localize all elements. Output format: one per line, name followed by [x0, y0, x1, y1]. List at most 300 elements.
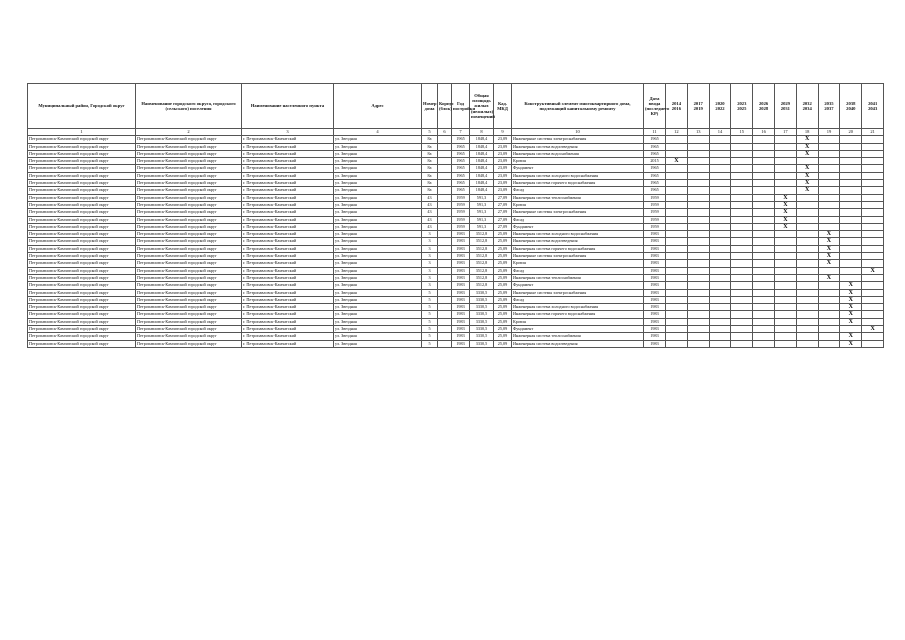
period-cell	[796, 223, 818, 230]
area-cell: 3330,5	[470, 311, 494, 318]
table-body	[28, 136, 884, 348]
year-cell: 1983	[452, 296, 470, 303]
period-cell	[796, 245, 818, 252]
period-cell	[796, 333, 818, 340]
period-cell	[840, 253, 862, 260]
period-cell	[818, 296, 840, 303]
area-cell: 1848,4	[470, 165, 494, 172]
house-number-cell: 3	[422, 238, 438, 245]
period-cell	[774, 296, 796, 303]
period-cell	[709, 180, 731, 187]
period-cell	[687, 223, 709, 230]
period-cell	[753, 304, 775, 311]
locality-cell: г. Петропавловск-Камчатский	[242, 201, 334, 208]
year-cell: 1959	[452, 201, 470, 208]
period-cell	[666, 136, 688, 143]
period-cell	[687, 136, 709, 143]
area-cell: 3330,5	[470, 304, 494, 311]
period-cell	[753, 158, 775, 165]
period-cell	[840, 326, 862, 333]
period-cell	[687, 216, 709, 223]
period-cell	[709, 253, 731, 260]
year-cell: 1959	[452, 223, 470, 230]
element-cell: Инженерные системы электроснабжения	[512, 289, 644, 296]
address-cell: ул. Звездная	[334, 158, 422, 165]
area-cell: 591,3	[470, 223, 494, 230]
address-cell: ул. Звездная	[334, 296, 422, 303]
period-cell	[796, 238, 818, 245]
period-cell	[731, 172, 753, 179]
period-cell	[687, 231, 709, 238]
house-number-cell: 8а	[422, 150, 438, 157]
date-cell: 1983	[644, 245, 666, 252]
period-cell	[862, 209, 884, 216]
column-number: 2	[136, 129, 242, 136]
column-number: 4	[334, 129, 422, 136]
locality-cell: г. Петропавловск-Камчатский	[242, 260, 334, 267]
address-cell: ул. Звездная	[334, 187, 422, 194]
period-mark: X	[818, 238, 840, 245]
period-cell	[731, 136, 753, 143]
period-mark: X	[862, 326, 884, 333]
block-cell	[438, 172, 452, 179]
block-cell	[438, 201, 452, 208]
settlement-cell: Петропавловск-Камчатский городской округ	[136, 340, 242, 347]
settlement-cell: Петропавловск-Камчатский городской округ	[136, 172, 242, 179]
period-cell	[709, 172, 731, 179]
settlement-cell: Петропавловск-Камчатский городской округ	[136, 267, 242, 274]
period-cell	[796, 194, 818, 201]
district-cell: Петропавловск-Камчатский городской округ	[28, 333, 136, 340]
block-cell	[438, 158, 452, 165]
district-cell: Петропавловск-Камчатский городской округ	[28, 311, 136, 318]
period-cell	[774, 282, 796, 289]
column-number: 3	[242, 129, 334, 136]
period-cell	[731, 165, 753, 172]
area-cell: 3512,8	[470, 274, 494, 281]
period-mark: X	[796, 180, 818, 187]
date-cell: 1959	[644, 209, 666, 216]
period-cell	[862, 238, 884, 245]
column-header: Конструктивный элемент многоквартирного дома, подлежащий капитальному ремонту	[512, 84, 644, 129]
period-cell	[731, 289, 753, 296]
period-cell	[818, 209, 840, 216]
period-cell	[709, 267, 731, 274]
date-cell: 1965	[644, 180, 666, 187]
table-row	[28, 282, 884, 289]
period-mark: X	[840, 311, 862, 318]
locality-cell: г. Петропавловск-Камчатский	[242, 231, 334, 238]
address-cell: ул. Звездная	[334, 136, 422, 143]
kad-cell: 27,09	[494, 194, 512, 201]
house-number-cell: 8а	[422, 172, 438, 179]
house-number-cell: 5	[422, 311, 438, 318]
period-cell	[709, 231, 731, 238]
period-cell	[687, 143, 709, 150]
period-mark: X	[774, 194, 796, 201]
district-cell: Петропавловск-Камчатский городской округ	[28, 282, 136, 289]
period-cell	[709, 260, 731, 267]
settlement-cell: Петропавловск-Камчатский городской округ	[136, 187, 242, 194]
period-mark: X	[840, 340, 862, 347]
block-cell	[438, 326, 452, 333]
year-cell: 1965	[452, 158, 470, 165]
period-cell	[687, 318, 709, 325]
area-cell: 591,3	[470, 216, 494, 223]
area-cell: 3330,5	[470, 289, 494, 296]
settlement-cell: Петропавловск-Камчатский городской округ	[136, 158, 242, 165]
period-cell	[862, 187, 884, 194]
period-cell	[709, 289, 731, 296]
period-cell	[709, 194, 731, 201]
period-cell	[731, 282, 753, 289]
period-cell	[774, 165, 796, 172]
locality-cell: г. Петропавловск-Камчатский	[242, 282, 334, 289]
house-number-cell: 43	[422, 216, 438, 223]
period-cell	[753, 333, 775, 340]
settlement-cell: Петропавловск-Камчатский городской округ	[136, 150, 242, 157]
period-cell	[731, 216, 753, 223]
date-cell: 1965	[644, 165, 666, 172]
period-cell	[687, 311, 709, 318]
block-cell	[438, 296, 452, 303]
district-cell: Петропавловск-Камчатский городской округ	[28, 158, 136, 165]
settlement-cell: Петропавловск-Камчатский городской округ	[136, 180, 242, 187]
period-mark: X	[666, 158, 688, 165]
settlement-cell: Петропавловск-Камчатский городской округ	[136, 194, 242, 201]
element-cell: Инженерная система теплоснабжения	[512, 333, 644, 340]
period-mark: X	[840, 282, 862, 289]
table-row	[28, 289, 884, 296]
column-number: 21	[862, 129, 884, 136]
period-cell	[731, 187, 753, 194]
house-number-cell: 5	[422, 304, 438, 311]
date-cell: 1965	[644, 143, 666, 150]
period-cell	[818, 267, 840, 274]
period-cell	[753, 296, 775, 303]
locality-cell: г. Петропавловск-Камчатский	[242, 143, 334, 150]
element-cell: Инженерная система горячего водоснабжения	[512, 245, 644, 252]
area-cell: 3512,8	[470, 245, 494, 252]
address-cell: ул. Звездная	[334, 282, 422, 289]
kad-cell: 23,09	[494, 143, 512, 150]
date-cell: 1965	[644, 136, 666, 143]
address-cell: ул. Звездная	[334, 165, 422, 172]
year-cell: 1983	[452, 245, 470, 252]
address-cell: ул. Звездная	[334, 201, 422, 208]
period-cell	[709, 165, 731, 172]
column-number: 20	[840, 129, 862, 136]
period-cell	[709, 136, 731, 143]
element-cell: Кровля	[512, 201, 644, 208]
kad-cell: 25,09	[494, 253, 512, 260]
settlement-cell: Петропавловск-Камчатский городской округ	[136, 333, 242, 340]
period-cell	[753, 267, 775, 274]
column-header: Кад. МКД	[494, 84, 512, 129]
year-cell: 1965	[452, 136, 470, 143]
period-cell	[818, 340, 840, 347]
house-number-cell: 5	[422, 318, 438, 325]
house-number-cell: 3	[422, 253, 438, 260]
district-cell: Петропавловск-Камчатский городской округ	[28, 209, 136, 216]
locality-cell: г. Петропавловск-Камчатский	[242, 158, 334, 165]
house-number-cell: 3	[422, 260, 438, 267]
settlement-cell: Петропавловск-Камчатский городской округ	[136, 245, 242, 252]
element-cell: Инженерная система теплоснабжения	[512, 194, 644, 201]
house-number-cell: 5	[422, 326, 438, 333]
period-cell	[731, 260, 753, 267]
column-number: 9	[494, 129, 512, 136]
element-cell: Фундамент	[512, 165, 644, 172]
period-cell	[862, 136, 884, 143]
period-cell	[753, 231, 775, 238]
district-cell: Петропавловск-Камчатский городской округ	[28, 253, 136, 260]
period-cell	[687, 150, 709, 157]
settlement-cell: Петропавловск-Камчатский городской округ	[136, 223, 242, 230]
address-cell: ул. Звездная	[334, 231, 422, 238]
period-cell	[666, 209, 688, 216]
area-cell: 591,3	[470, 201, 494, 208]
period-cell	[774, 260, 796, 267]
period-mark: X	[774, 209, 796, 216]
house-number-cell: 8а	[422, 158, 438, 165]
settlement-cell: Петропавловск-Камчатский городской округ	[136, 326, 242, 333]
period-cell	[666, 253, 688, 260]
date-cell: 1965	[644, 187, 666, 194]
table-row	[28, 245, 884, 252]
element-cell: Кровля	[512, 260, 644, 267]
column-number: 7	[452, 129, 470, 136]
period-cell	[818, 311, 840, 318]
column-number: 10	[512, 129, 644, 136]
period-mark: X	[796, 136, 818, 143]
period-cell	[818, 223, 840, 230]
period-cell	[731, 318, 753, 325]
period-cell	[796, 158, 818, 165]
period-cell	[862, 150, 884, 157]
column-header: Муниципальный район, Городской округ	[28, 84, 136, 129]
column-number: 16	[753, 129, 775, 136]
table-row	[28, 223, 884, 230]
period-mark: X	[796, 150, 818, 157]
period-cell	[666, 296, 688, 303]
column-number: 1	[28, 129, 136, 136]
period-cell	[666, 194, 688, 201]
period-cell	[753, 216, 775, 223]
period-cell	[796, 296, 818, 303]
period-mark: X	[796, 187, 818, 194]
area-cell: 1848,4	[470, 180, 494, 187]
house-number-cell: 43	[422, 194, 438, 201]
period-cell	[687, 245, 709, 252]
period-cell	[796, 274, 818, 281]
kad-cell: 25,09	[494, 231, 512, 238]
block-cell	[438, 238, 452, 245]
date-cell: 1983	[644, 333, 666, 340]
date-cell: 1959	[644, 216, 666, 223]
area-cell: 1848,4	[470, 158, 494, 165]
element-cell: Фундамент	[512, 223, 644, 230]
locality-cell: г. Петропавловск-Камчатский	[242, 274, 334, 281]
period-cell	[753, 238, 775, 245]
house-number-cell: 3	[422, 274, 438, 281]
period-cell	[687, 194, 709, 201]
period-cell	[753, 136, 775, 143]
period-cell	[818, 201, 840, 208]
settlement-cell: Петропавловск-Камчатский городской округ	[136, 136, 242, 143]
area-cell: 3330,5	[470, 318, 494, 325]
period-cell	[687, 201, 709, 208]
area-cell: 1848,4	[470, 187, 494, 194]
block-cell	[438, 253, 452, 260]
house-number-cell: 8а	[422, 143, 438, 150]
period-cell	[818, 187, 840, 194]
period-cell	[796, 267, 818, 274]
element-cell: Фундамент	[512, 326, 644, 333]
address-cell: ул. Звездная	[334, 253, 422, 260]
period-cell	[753, 194, 775, 201]
period-cell	[862, 216, 884, 223]
period-cell	[753, 172, 775, 179]
period-cell	[709, 201, 731, 208]
date-cell: 1983	[644, 238, 666, 245]
district-cell: Петропавловск-Камчатский городской округ	[28, 304, 136, 311]
kad-cell: 25,09	[494, 311, 512, 318]
period-cell	[731, 180, 753, 187]
district-cell: Петропавловск-Камчатский городской округ	[28, 238, 136, 245]
period-cell	[731, 311, 753, 318]
address-cell: ул. Звездная	[334, 274, 422, 281]
column-header: 2035 2037	[818, 84, 840, 129]
settlement-cell: Петропавловск-Камчатский городской округ	[136, 143, 242, 150]
period-cell	[818, 136, 840, 143]
date-cell: 1983	[644, 311, 666, 318]
district-cell: Петропавловск-Камчатский городской округ	[28, 318, 136, 325]
year-cell: 1983	[452, 253, 470, 260]
district-cell: Петропавловск-Камчатский городской округ	[28, 340, 136, 347]
period-cell	[753, 245, 775, 252]
period-cell	[687, 340, 709, 347]
kad-cell: 25,09	[494, 267, 512, 274]
period-cell	[753, 318, 775, 325]
column-header: Год постройки	[452, 84, 470, 129]
period-cell	[709, 311, 731, 318]
area-cell: 3330,5	[470, 296, 494, 303]
district-cell: Петропавловск-Камчатский городской округ	[28, 223, 136, 230]
period-cell	[666, 260, 688, 267]
house-number-cell: 43	[422, 223, 438, 230]
period-cell	[687, 274, 709, 281]
house-number-cell: 5	[422, 333, 438, 340]
block-cell	[438, 223, 452, 230]
settlement-cell: Петропавловск-Камчатский городской округ	[136, 216, 242, 223]
table-row	[28, 158, 884, 165]
period-cell	[731, 209, 753, 216]
element-cell: Инженерная система водоотведения	[512, 143, 644, 150]
settlement-cell: Петропавловск-Камчатский городской округ	[136, 231, 242, 238]
block-cell	[438, 318, 452, 325]
date-cell: 1983	[644, 304, 666, 311]
block-cell	[438, 267, 452, 274]
period-cell	[818, 333, 840, 340]
period-cell	[796, 253, 818, 260]
period-cell	[731, 326, 753, 333]
address-cell: ул. Звездная	[334, 238, 422, 245]
table-row	[28, 318, 884, 325]
period-cell	[753, 289, 775, 296]
period-cell	[840, 209, 862, 216]
settlement-cell: Петропавловск-Камчатский городской округ	[136, 165, 242, 172]
settlement-cell: Петропавловск-Камчатский городской округ	[136, 282, 242, 289]
year-cell: 1983	[452, 289, 470, 296]
house-number-cell: 3	[422, 282, 438, 289]
element-cell: Инженерная система горячего водоснабжения	[512, 311, 644, 318]
settlement-cell: Петропавловск-Камчатский городской округ	[136, 296, 242, 303]
period-cell	[840, 223, 862, 230]
period-cell	[796, 304, 818, 311]
period-cell	[818, 172, 840, 179]
column-number: 19	[818, 129, 840, 136]
period-cell	[687, 333, 709, 340]
period-cell	[709, 216, 731, 223]
block-cell	[438, 143, 452, 150]
period-mark: X	[862, 267, 884, 274]
period-cell	[862, 318, 884, 325]
period-cell	[862, 180, 884, 187]
period-cell	[862, 223, 884, 230]
period-cell	[753, 223, 775, 230]
column-header: 2020 2022	[709, 84, 731, 129]
period-cell	[666, 282, 688, 289]
district-cell: Петропавловск-Камчатский городской округ	[28, 165, 136, 172]
period-mark: X	[818, 253, 840, 260]
period-cell	[862, 260, 884, 267]
year-cell: 1983	[452, 274, 470, 281]
element-cell: Инженерные системы электроснабжения	[512, 253, 644, 260]
period-cell	[666, 165, 688, 172]
district-cell: Петропавловск-Камчатский городской округ	[28, 150, 136, 157]
date-cell: 1959	[644, 194, 666, 201]
element-cell: Фундамент	[512, 282, 644, 289]
period-cell	[840, 231, 862, 238]
block-cell	[438, 150, 452, 157]
year-cell: 1983	[452, 311, 470, 318]
column-number: 14	[709, 129, 731, 136]
element-cell: Кровля	[512, 318, 644, 325]
settlement-cell: Петропавловск-Камчатский городской округ	[136, 304, 242, 311]
date-cell: 1983	[644, 267, 666, 274]
period-cell	[774, 318, 796, 325]
area-cell: 1848,4	[470, 150, 494, 157]
period-cell	[666, 289, 688, 296]
house-number-cell: 8а	[422, 187, 438, 194]
date-cell: 1983	[644, 289, 666, 296]
period-cell	[709, 223, 731, 230]
period-cell	[862, 340, 884, 347]
period-cell	[731, 340, 753, 347]
year-cell: 1959	[452, 216, 470, 223]
kad-cell: 25,09	[494, 282, 512, 289]
period-cell	[666, 231, 688, 238]
period-cell	[840, 238, 862, 245]
element-cell: Инженерная система горячего водоснабжения	[512, 180, 644, 187]
column-header: Номер дома	[422, 84, 438, 129]
house-number-cell: 5	[422, 289, 438, 296]
address-cell: ул. Звездная	[334, 216, 422, 223]
year-cell: 1983	[452, 304, 470, 311]
period-cell	[818, 143, 840, 150]
period-cell	[774, 333, 796, 340]
